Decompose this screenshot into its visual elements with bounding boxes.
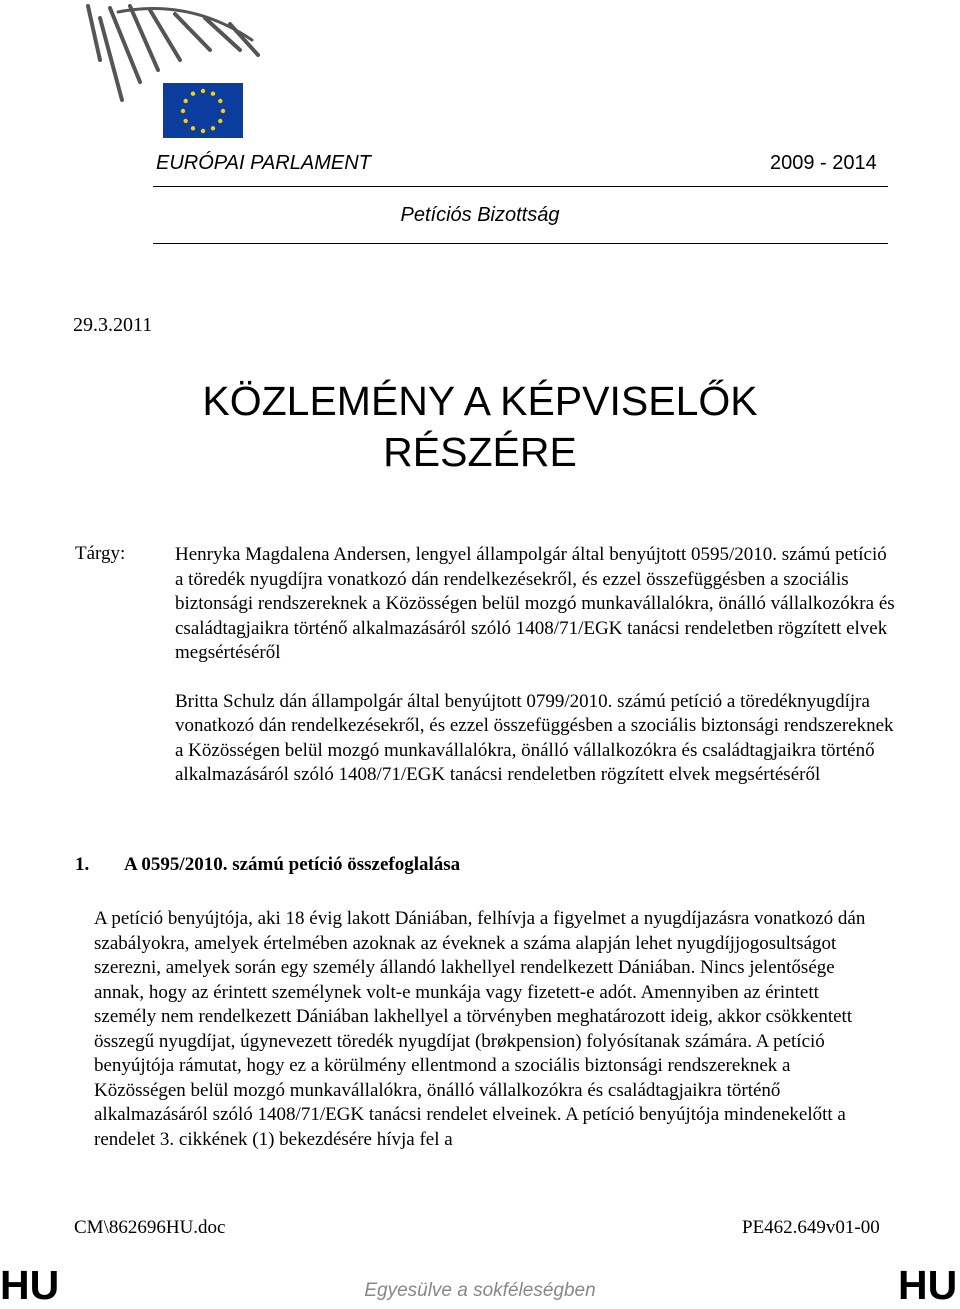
- title-line-2: RÉSZÉRE: [383, 429, 577, 475]
- subject-petition-2: Britta Schulz dán állampolgár által benyújtott 0799/2010. számú petíció a töredéknyugdíjra vonatkozó dán rendelkezésekről, és ezzel összefüggésben a szociális biztonsági rendszereknek a Közösségen belül mozgó munkavállalókra, önálló vállalkozókra és családtagjaikra történő alkalmazásáról szóló 1408/71/EGK tanácsi rendeletben rögzített elvek megsértéséről: [175, 690, 894, 785]
- language-code-right: HU: [898, 1262, 958, 1308]
- header-divider: [153, 186, 888, 187]
- footer-pe-reference: PE462.649v01-00: [742, 1217, 880, 1238]
- section-number: 1.: [75, 854, 90, 875]
- language-code-left: HU: [0, 1262, 60, 1308]
- eu-motto: Egyesülve a sokféleségben: [364, 1280, 596, 1301]
- parliamentary-term: 2009 - 2014: [770, 152, 877, 174]
- document-date: 29.3.2011: [73, 314, 153, 336]
- subject-block: [175, 543, 895, 788]
- section-body: A petíció benyújtója, aki 18 évig lakott Dániában, felhívja a figyelmet a nyugdíjazásra vonatkozó dán szabályokra, amelyek értelmében azoknak az éveknek a száma alapján lehet nyugdíjjogosultságot szerezni, amelyek során egy személy állandó lakhellyel rendelkezett Dániában. Nincs jelentősége annak, hogy az érintett személynek volt-e munkája vagy fizetett-e adót. Amennyiben az érintett személy nem rendelkezett Dániában lakhellyel a törvényben meghatározott ideig, akkor csökkentett összegű nyugdíjat, úgynevezett töredék nyugdíjat (brøkpension) folyósítanak számára. A petíció benyújtója rámutat, hogy ez a körülmény ellentmond a szociális biztonsági rendszereknek a Közösségen belül mozgó munkavállalókra, önálló vállalkozókra és családtagjaikra történő alkalmazásáról szóló 1408/71/EGK tanácsi rendelet elveinek. A petíció benyújtója mindenekelőtt a rendelet 3. cikkének (1) bekezdésére hívja fel a: [94, 908, 866, 1150]
- section-heading: A 0595/2010. számú petíció összefoglalása: [124, 854, 461, 875]
- footer-doc-reference: CM\862696HU.doc: [74, 1217, 226, 1238]
- committee-divider: [153, 243, 888, 244]
- document-title: [0, 376, 960, 478]
- title-line-1: KÖZLEMÉNY A KÉPVISELŐK: [202, 378, 758, 424]
- european-parliament-logo-icon: [80, 0, 280, 140]
- committee-name: Petíciós Bizottság: [400, 204, 560, 226]
- institution-name: EURÓPAI PARLAMENT: [156, 152, 371, 174]
- subject-petition-1: Henryka Magdalena Andersen, lengyel állampolgár által benyújtott 0595/2010. számú petíció a töredék nyugdíjra vonatkozó dán rendelkezésekről, és ezzel összefüggésben a szociális biztonsági rendszereknek a Közösségen belül mozgó munkavállalókra, önálló vállalkozókra és családtagjaikra történő alkalmazásáról szóló 1408/71/EGK tanácsi rendeletben rögzített elvek megsértéséről: [175, 544, 895, 663]
- subject-label: Tárgy:: [75, 543, 126, 564]
